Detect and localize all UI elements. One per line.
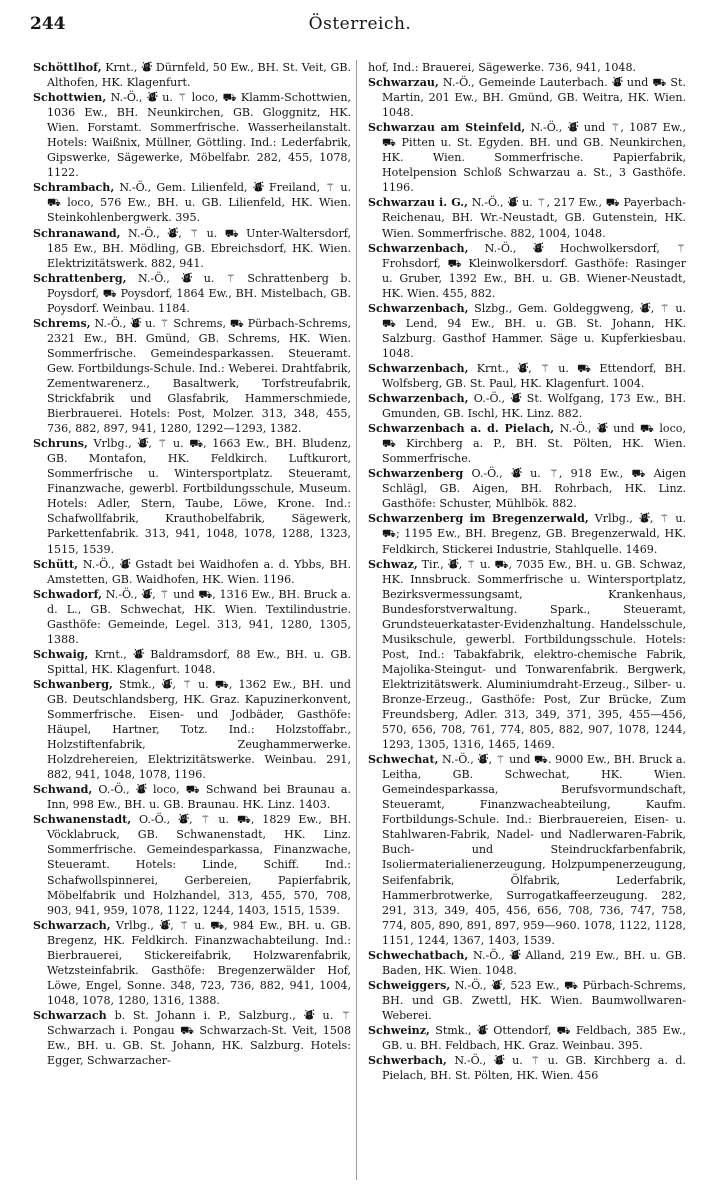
entry-headword: Schwand, xyxy=(33,783,93,797)
entry-text: N.-Ö., Gem. Lilienfeld, ⛇ Freiland, ⚚ u. ⛟ loco, 576 Ew., BH. u. GB. Lilienfeld, HK. Wien. Steinkohlenbergwerk. 395. xyxy=(47,181,351,225)
entry-text: N.-Ö., ⛇, ⚚ und ⛟. 9000 Ew., BH. Bruck a. Leitha, GB. Schwechat, HK. Wien. Gemeindesparkassa, Berufsvormundschaft, Steueramt, Finanzwacheabteilung, Kaufm. Fortbildungs-Schule. Ind.: Bierbrauereien, Eisen- u. Stahlwaren-Fabrik, Nadel- und Nadlerwaren-Fabrik, Buch- und Steindruckfarbenfabrik, Isoliermaterialienerzeugung, Holzpumpenerzeugung, Seifenfabrik, Ölfabrik, Lederfabrik, Hammerbrotwerke, Surrogatkaffeerzeugung. 282, 291, 313, 349, 405, 456, 656, 708, 736, 747, 758, 774, 805, 890, 891, 897, 959—960. 1078, 1122, 1128, 1151, 1244, 1367, 1403, 1539. xyxy=(382,753,686,947)
page-number: 244 xyxy=(30,14,66,34)
entry-headword: Schwarzenberg xyxy=(368,467,464,481)
gazetteer-entry xyxy=(368,301,686,361)
gazetteer-entry xyxy=(33,918,351,1008)
entry-text: Tir., ⛇, ⚚ u. ⛟, 7035 Ew., BH. u. GB. Schwaz, HK. Innsbruck. Sommerfrische u. Wintersportplatz, Bezirksvermessungsamt, Krankenhaus, Bundesforstverwaltung. Spark., Steueramt, Grundsteuerkataster-Evidenzhaltung. Handelsschule, Musikschule, gewerbl. Fortbildungsschule. Hotels: Post, Ind.: Tabakfabrik, elektro-chemische Fabrik, Majolika-Steingut- und Tonwarenfabrik. Bergwerk, Elektrizitätswerk. Aluminiumdraht-Erzeug., Silber- u. Bronze-Erzeug., Gasthöfe: Post, Zur Brücke, Zum Freundsberg, Adler. 313, 349, 371, 395, 455—456, 570, 656, 708, 761, 774, 805, 882, 907, 1078, 1244, 1293, 1305, 1316, 1465, 1469. xyxy=(382,557,686,752)
entry-headword: Schrems, xyxy=(33,316,91,330)
gazetteer-entry xyxy=(368,752,686,948)
gazetteer-entry xyxy=(368,75,686,120)
gazetteer-entry xyxy=(33,436,351,556)
column-divider xyxy=(356,60,357,1180)
gazetteer-entry xyxy=(368,391,686,421)
entry-text: Krnt., ⛇, ⚚ u. ⛟ Ettendorf, BH. Wolfsberg, GB. St. Paul, HK. Klagenfurt. 1004. xyxy=(382,361,687,390)
entry-text: N.-Ö., Gemeinde Lauterbach. ⛇ und ⛟ St. Martin, 201 Ew., BH. Gmünd, GB. Weitra, HK. Wien. 1048. xyxy=(382,76,686,120)
entry-text: N.-Ö., ⛇ Hochwolkersdorf, ⚚ Frohsdorf, ⛟ Kleinwolkersdorf. Gasthöfe: Rasinger u. Gruber, 1392 Ew., BH. u. GB. Wiener-Neustadt, HK. Wien. 455, 882. xyxy=(382,241,686,300)
entry-headword: Schütt, xyxy=(33,557,79,571)
gazetteer-entry xyxy=(33,226,351,271)
entry-text: Krnt., ⛇ Baldramsdorf, 88 Ew., BH. u. GB. Spittal, HK. Klagenfurt. 1048. xyxy=(47,647,351,676)
entry-text: N.-Ö., ⛇, 523 Ew., ⛟ Pürbach-Schrems, BH. und GB. Zwettl, HK. Wien. Baumwollwaren-Weberei. xyxy=(382,978,686,1022)
entry-headword: Schwanenstadt, xyxy=(33,813,132,827)
gazetteer-entry xyxy=(368,978,686,1023)
gazetteer-entry xyxy=(33,271,351,316)
entry-headword: Schwadorf, xyxy=(33,587,102,601)
right-column xyxy=(368,60,686,1083)
entry-headword: Schwarzach xyxy=(33,1008,107,1022)
gazetteer-entry xyxy=(33,647,351,677)
entry-headword: Schruns, xyxy=(33,437,88,451)
gazetteer-entry xyxy=(33,180,351,225)
gazetteer-entry xyxy=(33,1008,351,1068)
gazetteer-entry xyxy=(368,948,686,978)
gazetteer-entry xyxy=(33,316,351,436)
entry-headword: Schwarzenbach, xyxy=(368,392,469,406)
entry-headword: Schwanberg, xyxy=(33,677,113,691)
page-header xyxy=(30,14,690,38)
entry-headword: Schwarzau am Steinfeld, xyxy=(368,121,526,135)
gazetteer-entry xyxy=(368,120,686,195)
entry-headword: Schottwien, xyxy=(33,91,107,105)
entry-headword: Schwerbach, xyxy=(368,1054,447,1068)
gazetteer-entry xyxy=(33,90,351,180)
entry-headword: Schwarzach, xyxy=(33,918,111,932)
gazetteer-entry xyxy=(33,60,351,90)
entry-text: N.-Ö., ⛇ u. ⚚ Schrattenberg b. Poysdorf, ⛟ Poysdorf, 1864 Ew., BH. Mistelbach, GB. Poysdorf. Weinbau. 1184. xyxy=(47,271,351,315)
entry-text: N.-Ö., ⛇ und ⚚, 1087 Ew., ⛟ Pitten u. St. Egyden. BH. und GB. Neunkirchen, HK. Wien. Sommerfrische. Papierfabrik, Hotelpension Schloß Schwarzau a. St., 3 Gasthöfe. 1196. xyxy=(382,121,687,195)
gazetteer-entry xyxy=(33,782,351,812)
entry-text: Vrlbg., ⛇, ⚚ u. ⛟, 984 Ew., BH. u. GB. Bregenz, HK. Feldkirch. Finanzwachabteilung. Ind.: Bierbrauerei, Stickereifabrik, Holzwarenfabrik, Wetzsteinfabrik. Gasthöfe: Bregenzerwälder Hof, Löwe, Engel, Sonne. 348, 723, 736, 882, 941, 1004, 1048, 1078, 1280, 1316, 1388. xyxy=(47,918,351,1007)
entry-headword: Schwarzau, xyxy=(368,76,439,90)
gazetteer-entry xyxy=(368,195,686,240)
gazetteer-entry xyxy=(368,60,686,75)
left-column xyxy=(33,60,351,1068)
entry-headword: Schwarzau i. G., xyxy=(368,196,469,210)
entry-text: N.-Ö., ⛇, ⚚ u. ⛟ Unter-Waltersdorf, 185 Ew., BH. Mödling, GB. Ebreichsdorf, HK. Wien. Elektrizitätswerk. 882, 941. xyxy=(47,226,351,270)
gazetteer-entry xyxy=(368,241,686,301)
gazetteer-entry xyxy=(33,557,351,587)
gazetteer-entry xyxy=(368,1053,686,1083)
entry-headword: Schwarzenbach, xyxy=(368,361,469,375)
entry-text: Vrlbg., ⛇, ⚚ u. ⛟, 1663 Ew., BH. Bludenz, GB. Montafon, HK. Feldkirch. Luftkurort, Sommerfrische u. Wintersportplatz. Steueramt, Finanzwache, gewerbl. Fortbildungsschule, Museum. Hotels: Adler, Stern, Taube, Löwe, Krone. Ind.: Schafwollfabrik, Krauthobelfabrik, Sägewerk, Parkettenfabrik. 313, 941, 1048, 1078, 1288, 1323, 1515, 1539. xyxy=(47,437,351,556)
entry-headword: Schwaig, xyxy=(33,647,89,661)
gazetteer-entry xyxy=(368,421,686,466)
entry-text: Stmk., ⛇, ⚚ u. ⛟, 1362 Ew., BH. und GB. Deutschlandsberg, HK. Graz. Kapuzinerkonvent, Sommerfrische. Eisen- und Jodbäder, Gasthöfe: Häupel, Hartner, Totz. Ind.: Holzstoffabr., Holzstiftenfabrik, Zeughammerwerke. Holzdrehereien, Elektrizitätswerke. Weinbau. 291, 882, 941, 1048, 1078, 1196. xyxy=(47,677,351,782)
entry-text: N.-Ö., ⛇ Alland, 219 Ew., BH. u. GB. Baden, HK. Wien. 1048. xyxy=(382,948,686,977)
entry-headword: Schwechat, xyxy=(368,753,439,767)
entry-headword: Schranawand, xyxy=(33,226,121,240)
entry-headword: Schrambach, xyxy=(33,181,115,195)
entry-text: b. St. Johann i. P., Salzburg., ⛇ u. ⚚ Schwarzach i. Pongau ⛟ Schwarzach-St. Veit, 1508 Ew., BH. u. GB. St. Johann, HK. Salzburg. Hotels: Egger, Schwarzacher- xyxy=(47,1008,351,1068)
entry-text: N.-Ö., ⛇, ⚚ und ⛟, 1316 Ew., BH. Bruck a. d. L., GB. Schwechat, HK. Wien. Textilindustrie. Gasthöfe: Gemeinde, Legel. 313, 941, 1280, 1305, 1388. xyxy=(47,587,351,646)
gazetteer-entry xyxy=(368,511,686,556)
entry-headword: Schweiggers, xyxy=(368,978,451,992)
entry-text: N.-Ö., ⛇ und ⛟ loco, ⛟ Kirchberg a. P., BH. St. Pölten, HK. Wien. Sommerfrische. xyxy=(382,422,687,466)
gazetteer-entry xyxy=(368,466,686,511)
entry-headword: Schwarzenbach a. d. Pielach, xyxy=(368,422,555,436)
entry-headword: Schwarzenbach, xyxy=(368,241,469,255)
entry-text: Stmk., ⛇ Ottendorf, ⛟ Feldbach, 385 Ew., GB. u. BH. Feldbach, HK. Graz. Weinbau. 395. xyxy=(382,1024,686,1053)
entry-text: N.-Ö., ⛇ u. ⚚, 217 Ew., ⛟ Payerbach-Reichenau, BH. Wr.-Neustadt, GB. Gutenstein, HK. Wien. Sommerfrische. 882, 1004, 1048. xyxy=(382,196,686,240)
entry-text: N.-Ö., ⛇ u. ⚚ u. GB. Kirchberg a. d. Pielach, BH. St. Pölten, HK. Wien. 456 xyxy=(382,1054,686,1083)
entry-headword: Schweinz, xyxy=(368,1024,430,1037)
gazetteer-entry xyxy=(368,557,686,753)
entry-headword: Schrattenberg, xyxy=(33,271,127,285)
entry-text: O.-Ö., ⛇ loco, ⛟ Schwand bei Braunau a. Inn, 998 Ew., BH. u. GB. Braunau. HK. Linz. 1403. xyxy=(47,783,352,812)
entry-text: O.-Ö., ⛇, ⚚ u. ⛟, 1829 Ew., BH. Vöcklabruck, GB. Schwanenstadt, HK. Linz. Sommerfrische. Gemeindesparkassa, Finanzwache, Steueramt. Hotels: Linde, Schiff. Ind.: Schafwollspinnerei, Gerbereien, Papierfabrik, Möbelfabrik und Holzhandel, 313, 455, 570, 708, 903, 941, 959, 1078, 1122, 1244, 1403, 1515, 1539. xyxy=(47,813,351,917)
entry-headword: Schwarzenbach, xyxy=(368,301,469,315)
gazetteer-entry xyxy=(33,812,351,917)
entry-text: N.-Ö., ⛇ u. ⚚ Schrems, ⛟ Pürbach-Schrems, 2321 Ew., BH. Gmünd, GB. Schrems, HK. Wien. Sommerfrische. Gemeindesparkassen. Steueramt. Gew. Fortbildungs-Schule. Ind.: Weberei. Drahtfabrik, Zementwarenerz., Basaltwerk, Torfstreufabrik, Strickfabrik und Glasfabrik, Hammerschmiede, Bierbrauerei. Hotels: Post, Molzer. 313, 348, 455, 736, 882, 897, 941, 1280, 1292—1293, 1382. xyxy=(47,316,351,436)
entry-headword: Schöttlhof, xyxy=(33,61,102,74)
gazetteer-entry xyxy=(368,1023,686,1053)
entry-text: O.-Ö., ⛇ St. Wolfgang, 173 Ew., BH. Gmunden, GB. Ischl, HK. Linz. 882. xyxy=(382,392,686,421)
entry-text: O.-Ö., ⛇ u. ⚚, 918 Ew., ⛟ Aigen Schlägl, GB. Aigen, BH. Rohrbach, HK. Linz. Gasthöfe: Schuster, Mühlbök. 882. xyxy=(382,467,686,511)
gazetteer-entry xyxy=(33,677,351,782)
entry-text: Vrlbg., ⛇, ⚚ u. ⛟; 1195 Ew., BH. Bregenz, GB. Bregenzerwald, HK. Feldkirch, Stickerei Industrie, Stahlquelle. 1469. xyxy=(382,512,687,556)
gazetteer-entry xyxy=(368,361,686,391)
entry-headword: Schwaz, xyxy=(368,557,418,571)
entry-text: Krnt., ⛇ Dürnfeld, 50 Ew., BH. St. Veit, GB. Althofen, HK. Klagenfurt. xyxy=(47,61,351,90)
gazetteer-entry xyxy=(33,587,351,647)
running-title: Österreich. xyxy=(308,14,412,34)
entry-headword: Schwechatbach, xyxy=(368,948,469,962)
entry-text: hof, Ind.: Brauerei, Sägewerke. 736, 941, 1048. xyxy=(368,61,637,74)
entry-text: Slzbg., Gem. Goldeggweng, ⛇, ⚚ u. ⛟ Lend, 94 Ew., BH. u. GB. St. Johann, HK. Salzburg. Gasthof Hammer. Säge u. Kupferkiesbau. 1048. xyxy=(382,301,687,360)
entry-headword: Schwarzenberg im Bregenzerwald, xyxy=(368,512,589,526)
entry-text: N.-Ö., ⛇ Gstadt bei Waidhofen a. d. Ybbs, BH. Amstetten, GB. Waidhofen, HK. Wien. 1196. xyxy=(47,557,352,586)
entry-text: N.-Ö., ⛇ u. ⚚ loco, ⛟ Klamm-Schottwien, 1036 Ew., BH. Neunkirchen, GB. Gloggnitz, HK. Wien. Forstamt. Sommerfrische. Wasserheilanstalt. Hotels: Waißnix, Müllner, Göttling. Ind.: Lederfabrik, Gipswerke, Sägewerke, Möbelfabr. 282, 455, 1078, 1122. xyxy=(47,91,351,180)
